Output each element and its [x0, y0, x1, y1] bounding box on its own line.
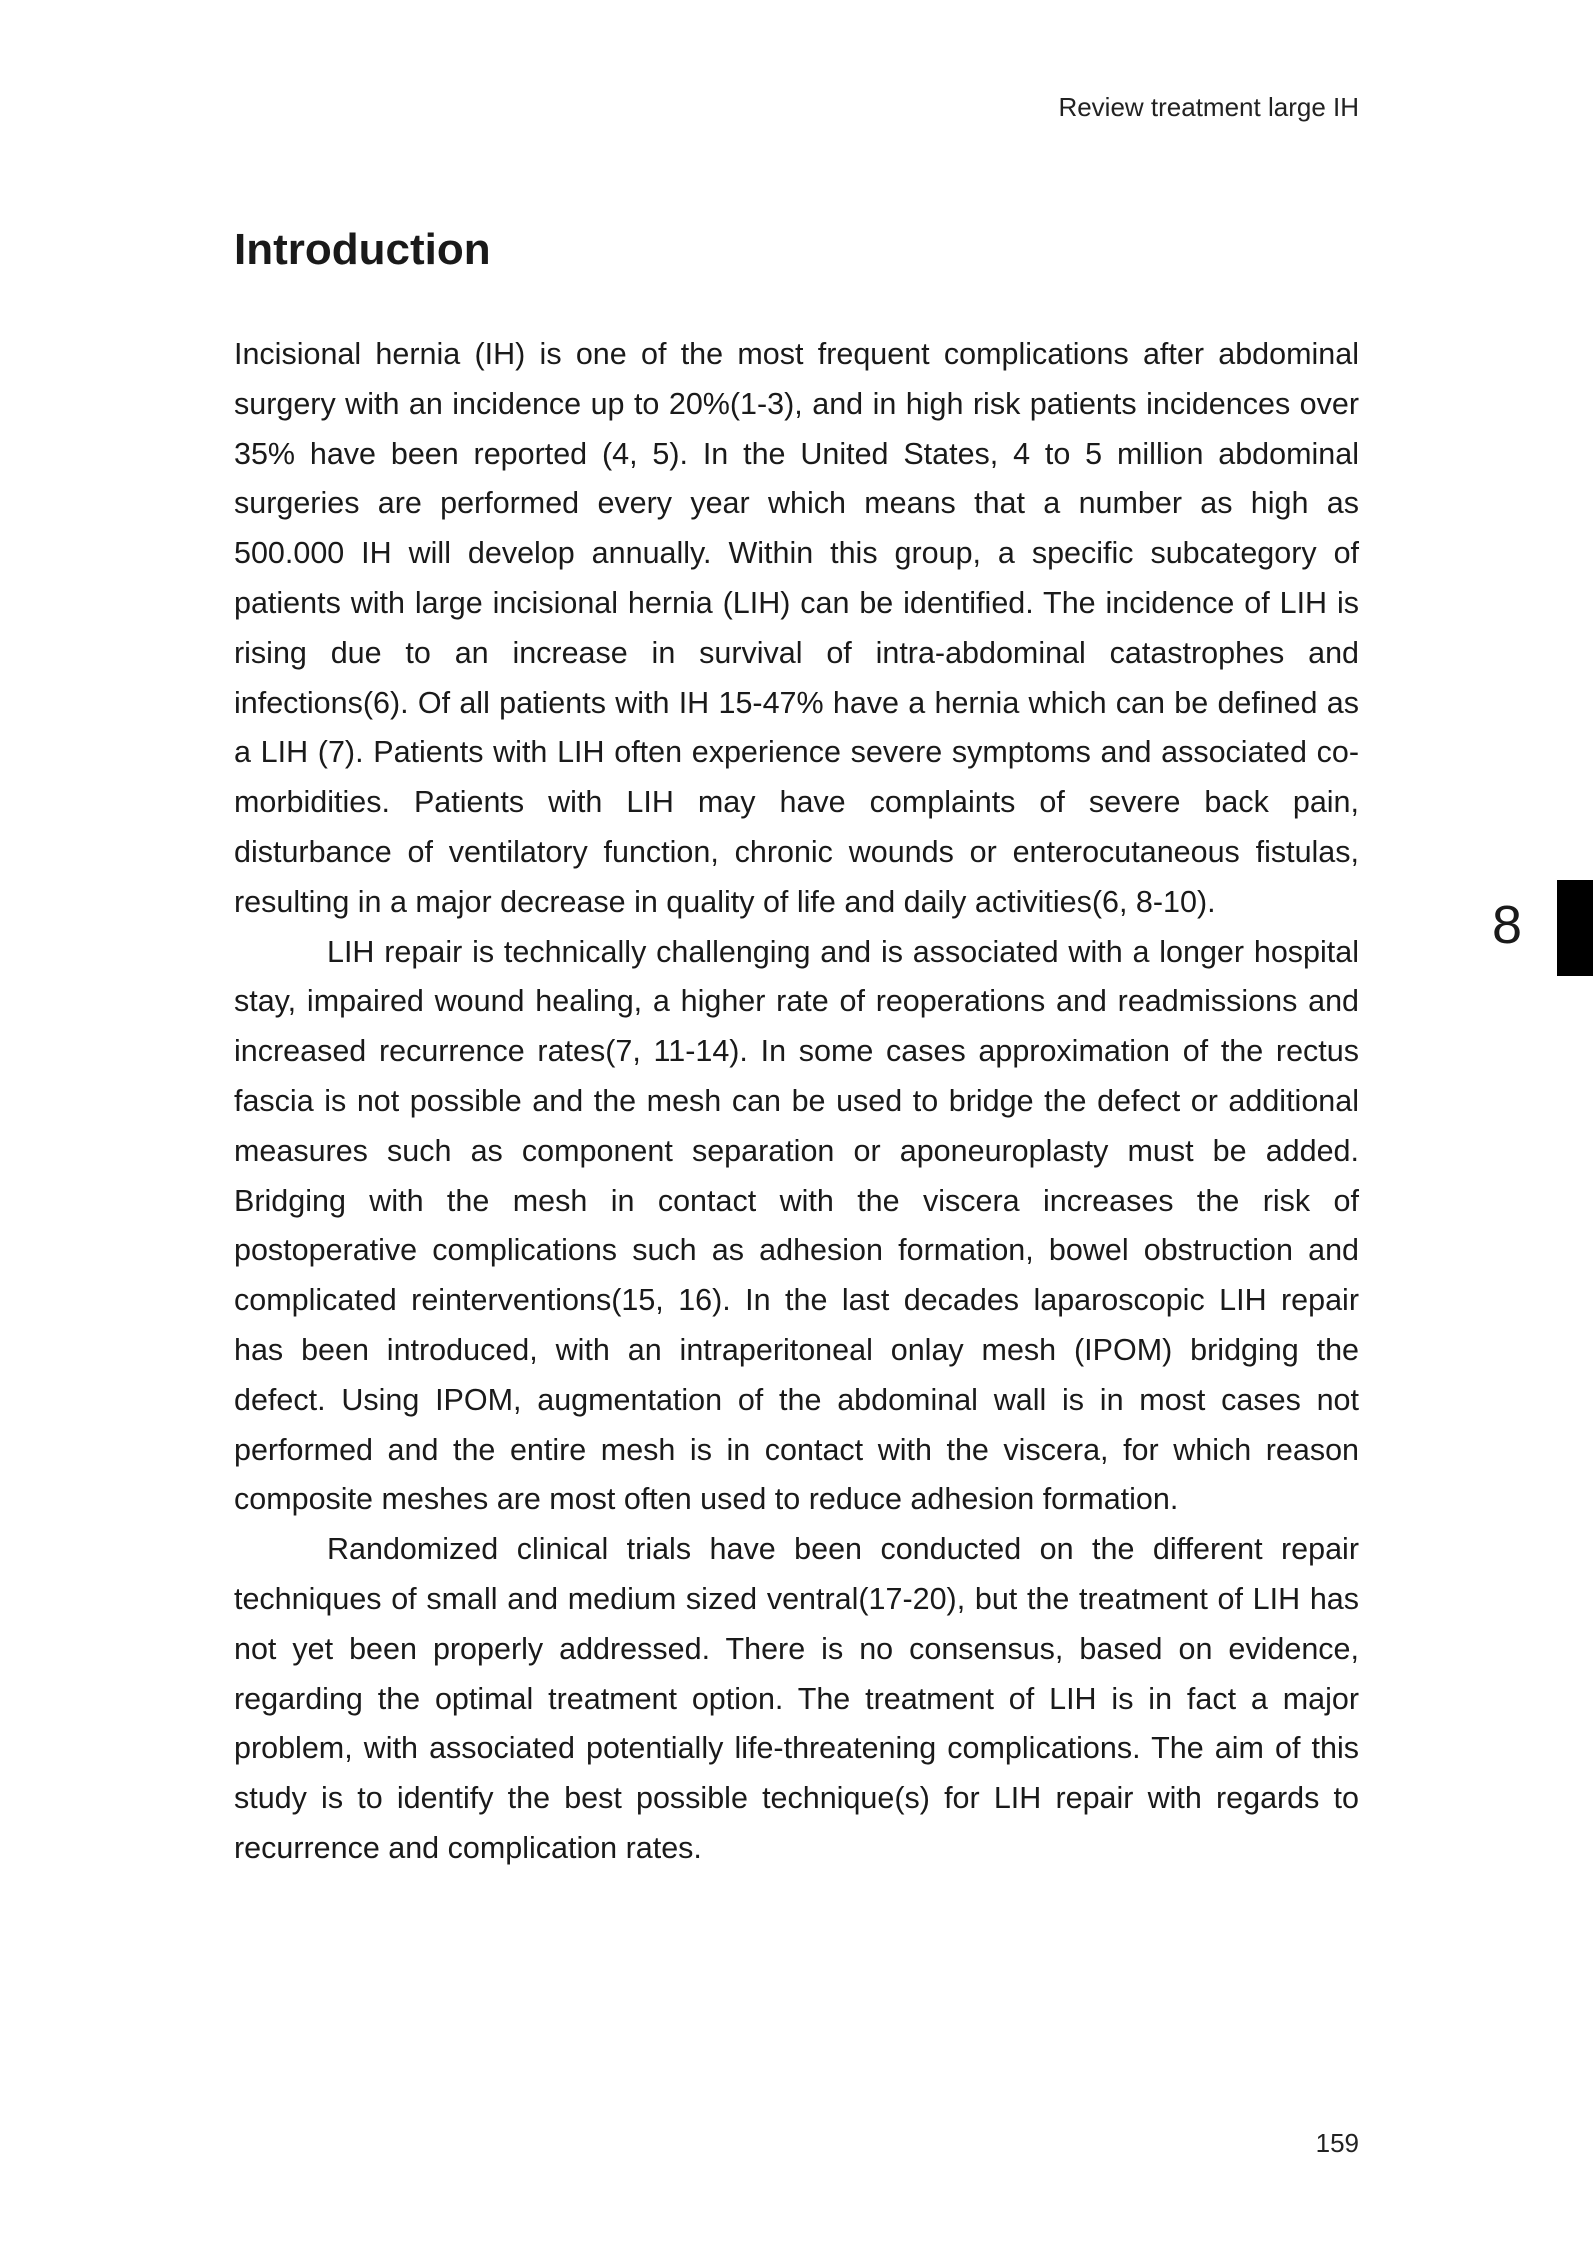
chapter-number: 8	[1492, 895, 1523, 955]
paragraph-2: LIH repair is technically challenging and is associated with a longer hospital stay, impaired wound healing, a higher rate of reoperations and readmissions and increased recurrence rates(7, 11-14). In some cases approximation of the rectus fascia is not possible and the mesh can be used to bridge the defect or additional measures such as component separation or aponeuroplasty must be added. Bridging with the mesh in contact with the viscera increases the risk of postoperative complications such as adhesion formation, bowel obstruction and complicated reinterventions(15, 16). In the last decades laparoscopic LIH repair has been introduced, with an intraperitoneal onlay mesh (IPOM) bridging the defect. Using IPOM, augmentation of the abdominal wall is in most cases not performed and the entire mesh is in contact with the viscera, for which reason composite meshes are most often used to reduce adhesion formation.	[234, 934, 1359, 1517]
body-text	[234, 330, 1359, 1874]
running-header: Review treatment large IH	[1058, 92, 1359, 122]
page-number: 159	[1315, 2128, 1359, 2158]
paragraph-1: Incisional hernia (IH) is one of the most frequent complications after abdominal surgery with an incidence up to 20%(1-3), and in high risk patients incidences over 35% have been reported (4, 5). In the United States, 4 to 5 million abdominal surgeries are performed every year which means that a number as high as 500.000 IH will develop annually. Within this group, a specific subcategory of patients with large incisional hernia (LIH) can be identified. The incidence of LIH is rising due to an increase in survival of intra-abdominal catastrophes and infections(6). Of all patients with IH 15-47% have a hernia which can be defined as a LIH (7). Patients with LIH often experience severe symptoms and associated co-morbidities. Patients with LIH may have complaints of severe back pain, disturbance of ventilatory function, chronic wounds or enterocutaneous fistulas, resulting in a major decrease in quality of life and daily activities(6, 8-10).	[234, 337, 1359, 919]
chapter-tab-marker	[1557, 880, 1593, 976]
section-title: Introduction	[234, 225, 491, 274]
paragraph-3: Randomized clinical trials have been conducted on the different repair techniques of small and medium sized ventral(17-20), but the treatment of LIH has not yet been properly addressed. There is no consensus, based on evidence, regarding the optimal treatment option. The treatment of LIH is in fact a major problem, with associated potentially life-threatening complications. The aim of this study is to identify the best possible technique(s) for LIH repair with regards to recurrence and complication rates.	[234, 1532, 1359, 1865]
